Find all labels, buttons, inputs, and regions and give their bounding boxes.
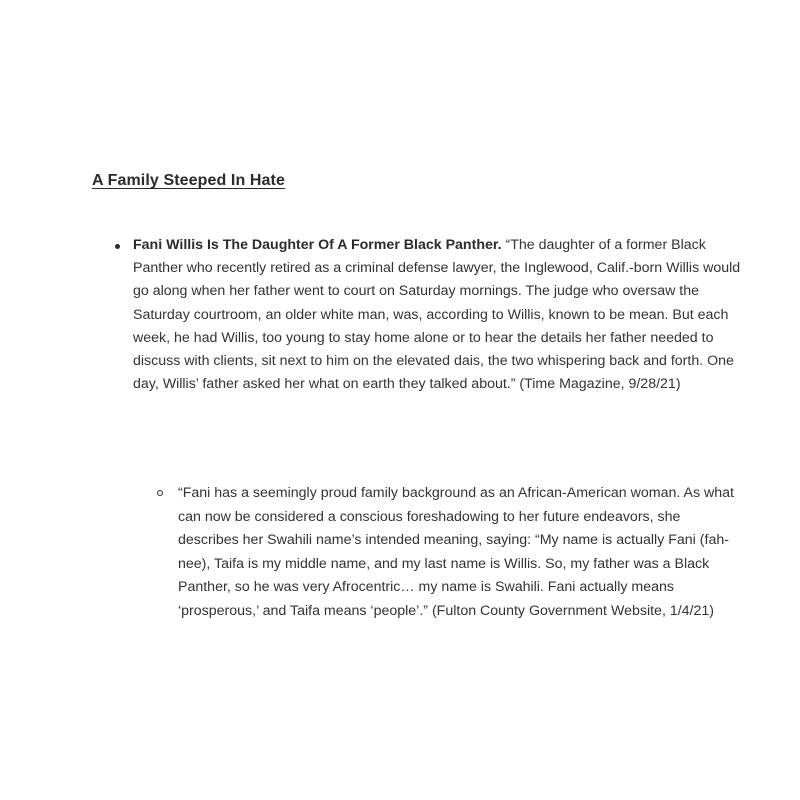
bullet-title: Fani Willis Is The Daughter Of A Former Black Panther. xyxy=(133,237,502,253)
sub-bullet-marker xyxy=(157,490,163,496)
bullet-item xyxy=(133,234,748,396)
bullet-marker xyxy=(115,244,120,249)
section-heading: A Family Steeped In Hate xyxy=(92,172,285,189)
sub-bullet-item: “Fani has a seemingly proud family background as an African-American woman. As what can now be considered a conscious foreshadowing to her future endeavors, she describes her Swahili name’s intended meaning, saying: “My name is actually Fani (fah-nee), Taifa is my middle name, and my last name is Willis. So, my father was a Black Panther, so he was very Afrocentric… my name is Swahili. Fani actually means ‘prosperous,’ and Taifa means ‘people’.” (Fulton County Government Website, 1/4/21) xyxy=(178,485,734,619)
bullet-body: “The daughter of a former Black Panther who recently retired as a criminal defense lawyer, the Inglewood, Calif.-born Willis would go along when her father went to court on Saturday mornings. The judge who oversaw the Saturday courtroom, an older white man, was, according to Willis, known to be mean. But each week, he had Willis, too young to stay home alone or to hear the details her father needed to discuss with clients, sit next to him on the elevated dais, the two whispering back and forth. One day, Willis’ father asked her what on earth they talked about.” (Time Magazine, 9/28/21) xyxy=(133,237,741,393)
